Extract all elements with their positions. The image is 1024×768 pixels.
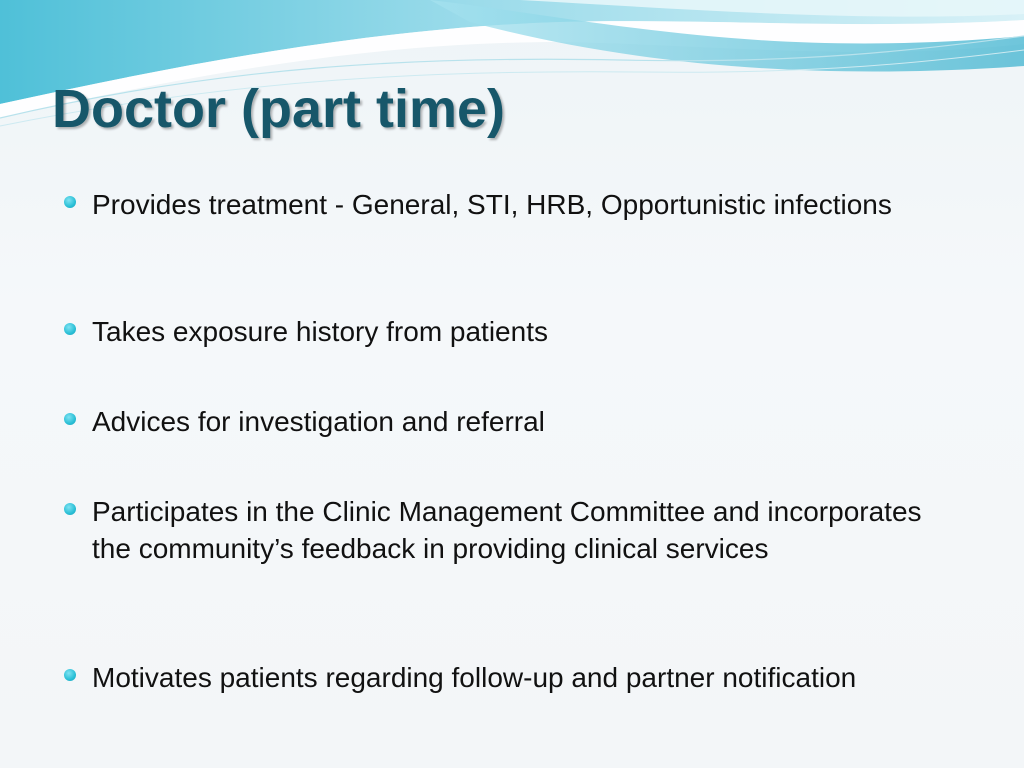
bullet-text: Motivates patients regarding follow-up and partner notification	[92, 662, 857, 693]
bullet-text: Provides treatment - General, STI, HRB, Opportunistic infections	[92, 189, 892, 220]
bullet-item	[92, 659, 972, 696]
bullet-dot-icon	[64, 669, 76, 681]
bullet-dot-icon	[64, 323, 76, 335]
bullet-text: Takes exposure history from patients	[92, 316, 548, 347]
bullet-dot-icon	[64, 196, 76, 208]
bullet-item	[92, 493, 932, 567]
bullet-item	[92, 186, 892, 223]
bullet-text: Participates in the Clinic Management Committee and incorporates the community’s feedback in providing clinical services	[92, 496, 922, 564]
bullet-text: Advices for investigation and referral	[92, 406, 545, 437]
bullet-dot-icon	[64, 413, 76, 425]
slide-title: Doctor (part time)	[52, 79, 506, 139]
bullet-item	[92, 403, 972, 440]
bullet-dot-icon	[64, 503, 76, 515]
bullet-item	[92, 313, 972, 350]
